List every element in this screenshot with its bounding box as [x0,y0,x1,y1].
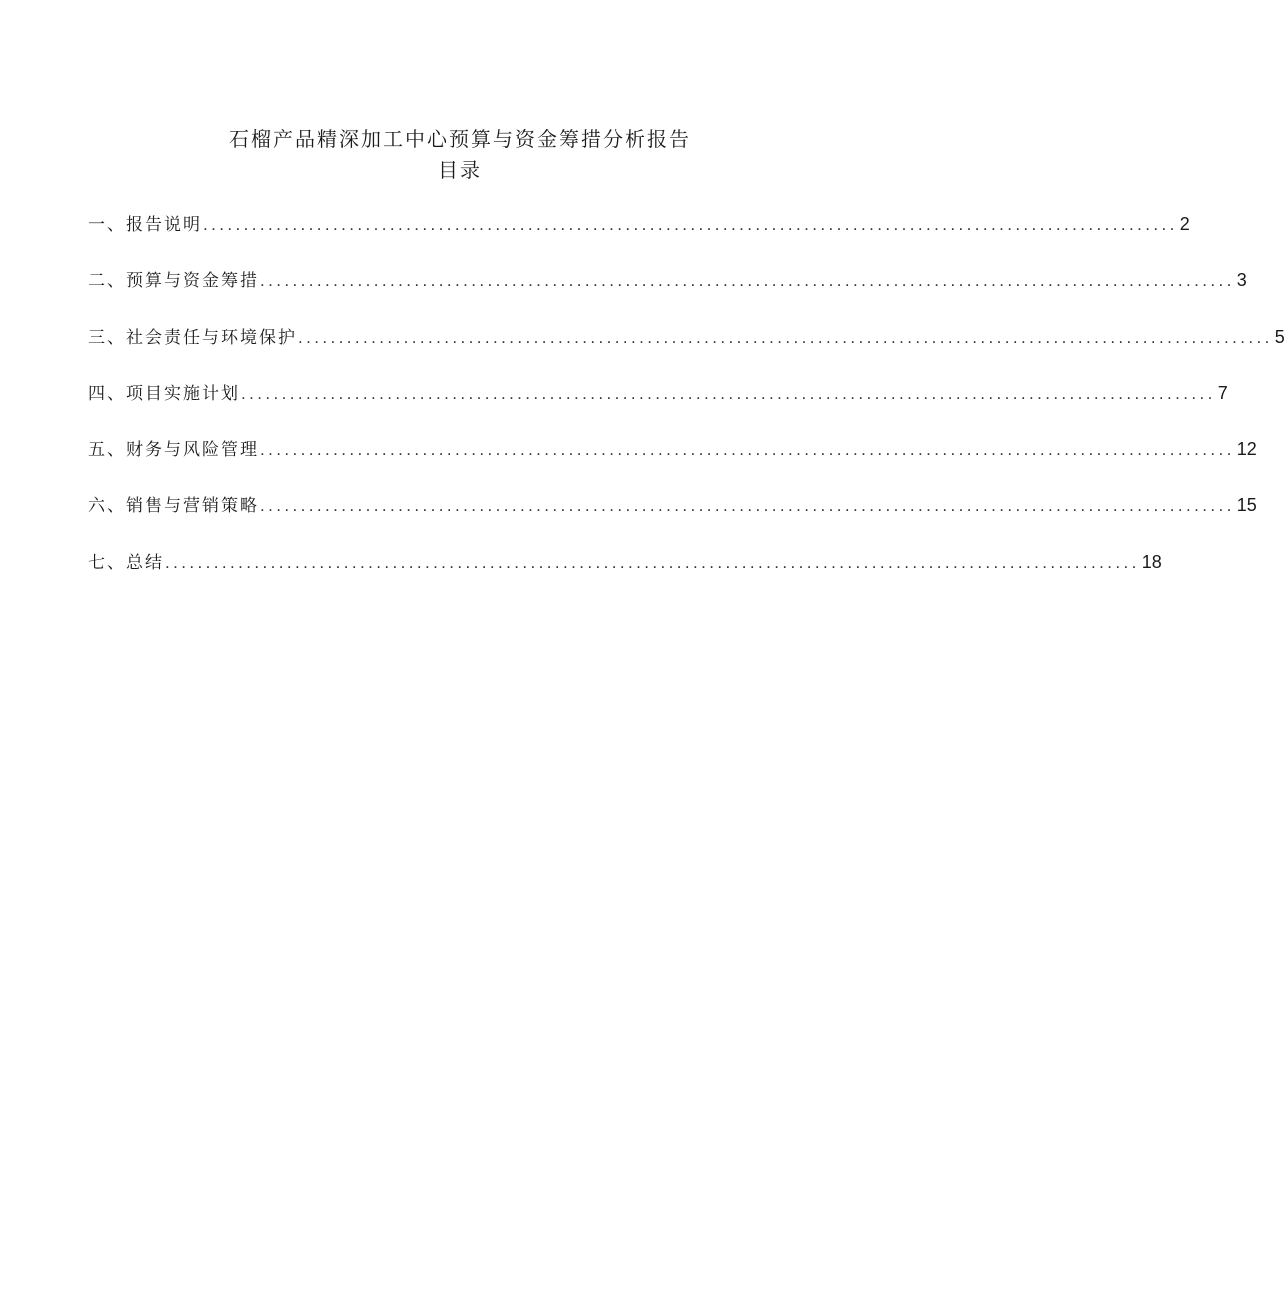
toc-entry-page-number: 12 [1236,439,1257,460]
toc-entry-label: 七、总结 [88,552,164,573]
toc-entry-page-number: 18 [1141,551,1162,572]
toc-entry-label: 四、项目实施计划 [88,383,240,404]
toc-entry-4[interactable] [88,379,1228,435]
toc-entry-page-number: 3 [1236,270,1247,291]
dot-leader: ........................................................................................................................ [241,383,1216,403]
dot-leader: ........................................................................................................................ [203,215,1178,234]
toc-entry-label: 五、财务与风险管理 [88,440,259,461]
table-of-contents [88,210,1285,604]
toc-entry-page-number: 7 [1217,382,1228,403]
toc-heading: 目录 [438,158,482,182]
dot-leader: ........................................................................................................................ [165,552,1140,572]
toc-entry-2[interactable] [88,266,1247,322]
toc-entry-1[interactable] [88,210,1190,266]
toc-entry-label: 三、社会责任与环境保护 [88,327,297,348]
dot-leader: ........................................................................................................................ [260,271,1235,291]
toc-entry-5[interactable] [88,435,1257,491]
toc-entry-label: 一、报告说明 [88,215,202,235]
toc-entry-page-number: 2 [1179,214,1190,234]
toc-entry-6[interactable] [88,491,1257,547]
toc-entry-page-number: 5 [1274,326,1285,347]
dot-leader: ........................................................................................................................ [260,440,1235,460]
dot-leader: ........................................................................................................................ [298,327,1273,347]
toc-entry-label: 二、预算与资金筹措 [88,271,259,292]
dot-leader: ........................................................................................................................ [260,496,1235,516]
document-title: 石榴产品精深加工中心预算与资金筹措分析报告 [229,127,691,151]
toc-entry-label: 六、销售与营销策略 [88,496,259,517]
toc-entry-3[interactable] [88,323,1285,379]
toc-entry-7[interactable] [88,548,1162,604]
toc-entry-page-number: 15 [1236,495,1257,516]
